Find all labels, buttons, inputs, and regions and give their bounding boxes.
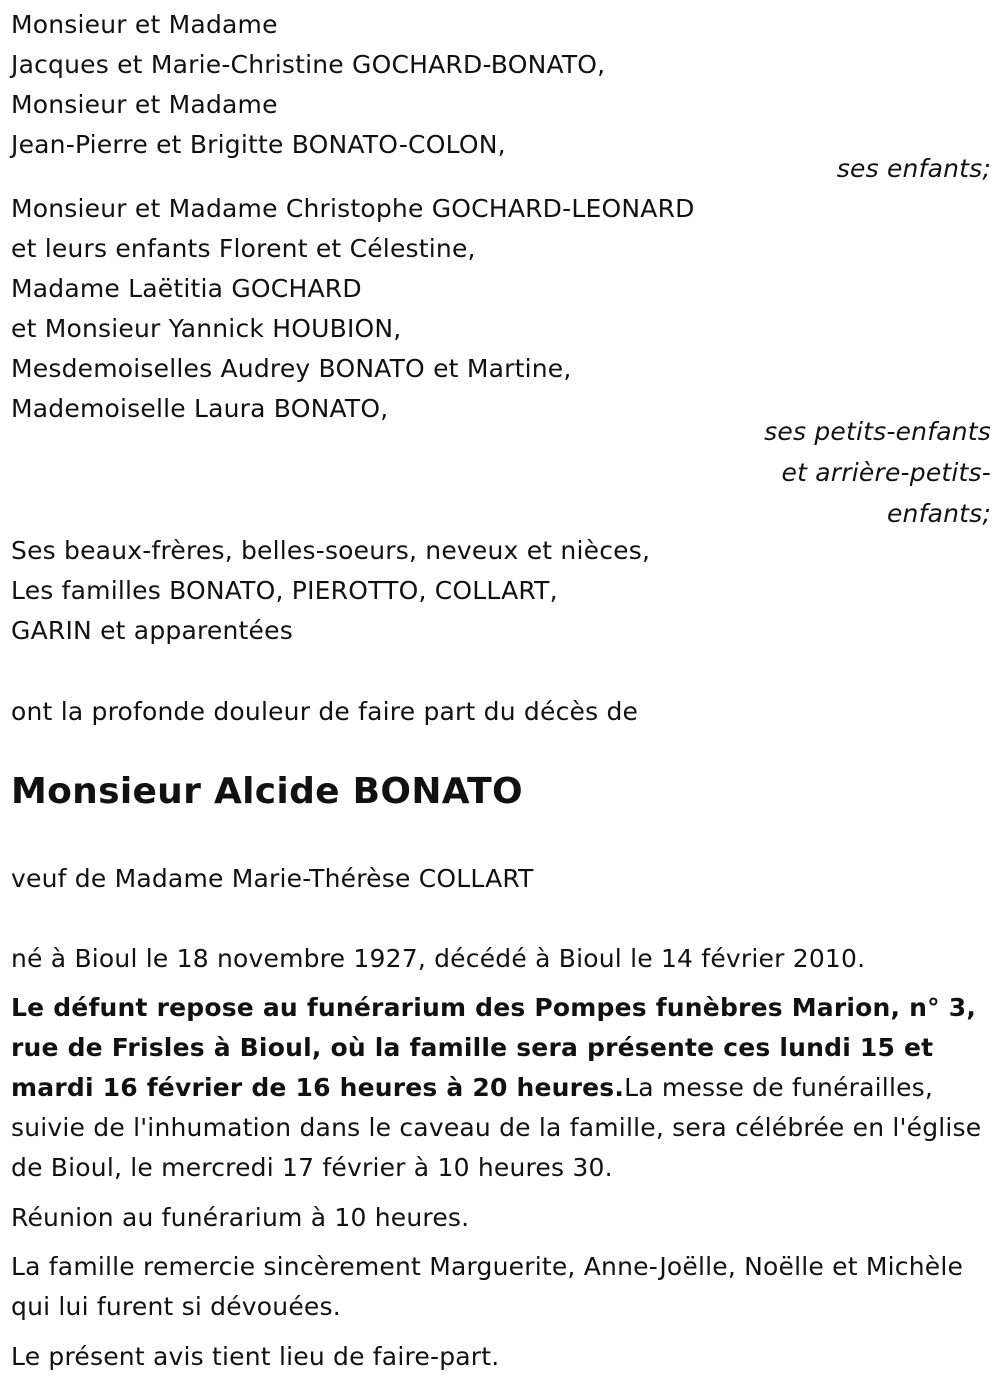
funeral-details <box>11 988 986 1188</box>
grandchildren-line: et Monsieur Yannick HOUBION, <box>11 314 402 343</box>
announcement: ont la profonde douleur de faire part du décès de <box>11 697 639 726</box>
grandchildren-line: et leurs enfants Florent et Célestine, <box>11 234 476 263</box>
children-line: Jean-Pierre et Brigitte BONATO-COLON, <box>11 130 506 159</box>
relatives-block <box>11 531 650 651</box>
children-line: Monsieur et Madame <box>11 10 278 39</box>
relatives-line: Les familles BONATO, PIEROTTO, COLLART, <box>11 576 558 605</box>
grandchildren-line: Mesdemoiselles Audrey BONATO et Martine, <box>11 354 572 383</box>
grandchildren-line: Monsieur et Madame Christophe GOCHARD-LEONARD <box>11 194 695 223</box>
widower-of: veuf de Madame Marie-Thérèse COLLART <box>11 864 534 893</box>
grandchildren-block <box>11 189 695 429</box>
funeral-details-bold: Le défunt repose au funérarium des Pompes funèbres Marion, n° 3, rue de Frisles à Bioul, où la famille sera présente ces lundi 15 et mardi 16 février de 16 heures à 20 heures. <box>11 993 977 1102</box>
children-line: Jacques et Marie-Christine GOCHARD-BONATO, <box>11 50 606 79</box>
grandchildren-line: Mademoiselle Laura BONATO, <box>11 394 389 423</box>
relatives-line: GARIN et apparentées <box>11 616 293 645</box>
birth-death: né à Bioul le 18 novembre 1927, décédé à Bioul le 14 février 2010. <box>11 944 866 973</box>
grandchildren-role-line: et arrière-petits- <box>781 458 991 487</box>
grandchildren-role-line: ses petits-enfants <box>764 417 991 446</box>
grandchildren-role-line: enfants; <box>886 499 991 528</box>
relatives-line: Ses beaux-frères, belles-soeurs, neveux et nièces, <box>11 536 651 565</box>
children-block <box>11 5 605 165</box>
deceased-name: Monsieur Alcide BONATO <box>11 771 523 812</box>
funeral-details-regular: La messe de funérailles, suivie de l'inhumation dans le caveau de la famille, sera célébrée en l'église de Bioul, le mercredi 17 février à 10 heures 30. <box>11 1073 982 1182</box>
thanks-text: La famille remercie sincèrement Marguerite, Anne-Joëlle, Noëlle et Michèle qui lui furent si dévouées. <box>11 1252 964 1321</box>
closing-text: Le présent avis tient lieu de faire-part. <box>11 1342 500 1371</box>
meeting-info: Réunion au funérarium à 10 heures. <box>11 1203 470 1232</box>
grandchildren-role <box>11 411 991 534</box>
children-role: ses enfants; <box>836 154 991 183</box>
children-line: Monsieur et Madame <box>11 90 278 119</box>
grandchildren-line: Madame Laëtitia GOCHARD <box>11 274 362 303</box>
